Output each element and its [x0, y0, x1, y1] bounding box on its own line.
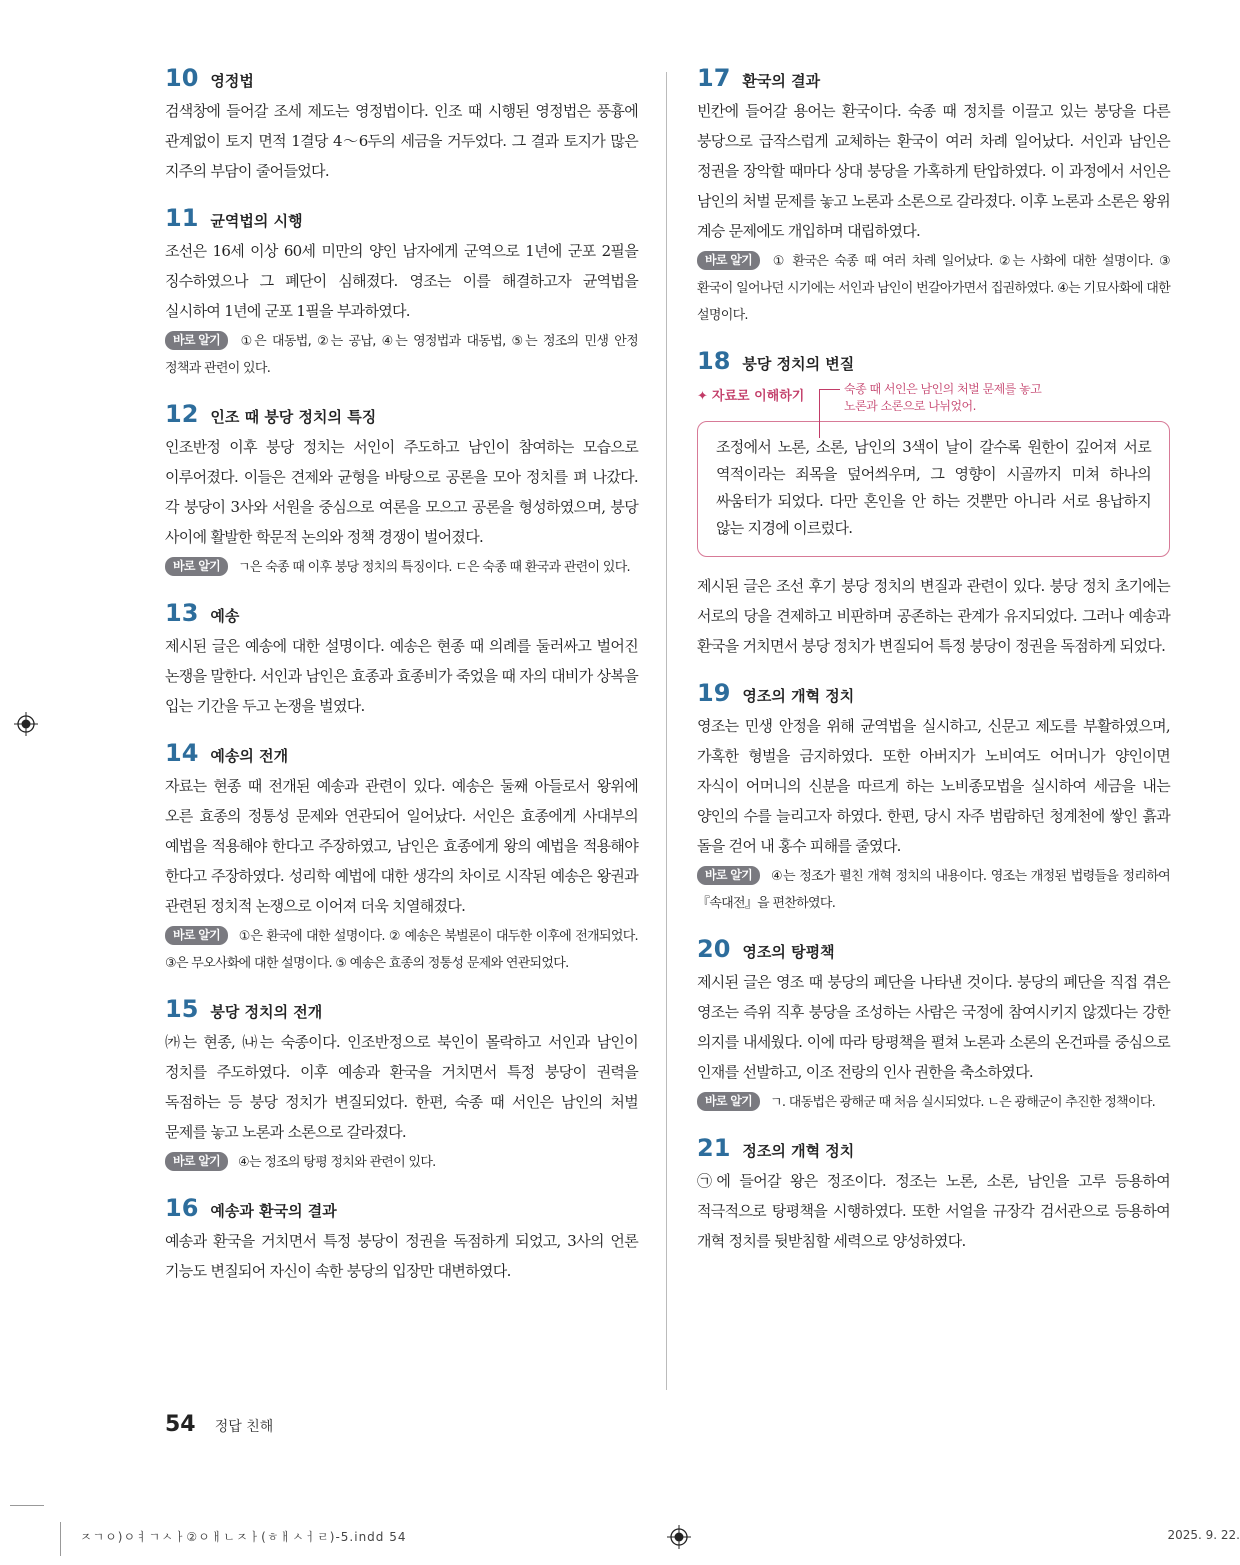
data-reading-label-text: 자료로 이해하기 — [711, 389, 805, 404]
section-number: 10 — [165, 64, 199, 92]
section-header — [165, 995, 638, 1027]
section-17 — [697, 64, 1170, 329]
annotation-leader-line — [819, 389, 840, 438]
page-number: 54 — [165, 1412, 196, 1437]
section-number: 17 — [697, 64, 731, 92]
section-body: ㈎는 현종, ㈏는 숙종이다. 인조반정으로 북인이 몰락하고 서인과 남인이 정치를 주도하였다. 이후 예송과 환국을 거치면서 특정 붕당이 권력을 독점하는 등 붕당 정치가 변질되었다. 한편, 숙종 때 서인은 남인의 처벌 문제를 놓고 노론과 소론으로 갈라졌다. — [165, 1033, 638, 1141]
section-title: 인조 때 붕당 정치의 특징 — [210, 408, 377, 426]
section-14 — [165, 739, 638, 977]
section-header — [165, 64, 638, 96]
page-label: 정답 친해 — [214, 1419, 274, 1435]
section-21 — [697, 1134, 1170, 1256]
correct-note-text: ㄱ은 숙종 때 이후 붕당 정치의 특징이다. ㄷ은 숙종 때 환국과 관련이 있다. — [238, 560, 630, 575]
crop-mark — [10, 1505, 44, 1506]
section-18 — [697, 347, 1170, 661]
section-number: 20 — [697, 935, 731, 963]
section-number: 18 — [697, 347, 731, 375]
correct-note-text: ①은 대동법, ②는 공납, ④는 영정법과 대동법, ⑤는 정조의 민생 안정 정책과 관련이 있다. — [165, 334, 639, 376]
section-body: 검색창에 들어갈 조세 제도는 영정법이다. 인조 때 시행된 영정법은 풍흉에 관계없이 토지 면적 1결당 4～6두의 세금을 거두었다. 그 결과 토지가 많은 지주의 부담이 줄어들었다. — [165, 102, 638, 180]
section-header — [697, 1134, 1170, 1166]
column-divider — [666, 72, 667, 1390]
left-column — [165, 64, 638, 1304]
correct-note-text: ④는 정조가 펼친 개혁 정치의 내용이다. 영조는 개정된 법령들을 정리하여 『속대전』을 편찬하였다. — [697, 869, 1170, 911]
section-title: 예송의 전개 — [210, 747, 289, 765]
correct-note — [697, 248, 1170, 329]
section-number: 11 — [165, 204, 199, 232]
section-header — [165, 400, 638, 432]
right-column — [697, 64, 1170, 1274]
section-16 — [165, 1194, 638, 1286]
section-title: 환국의 결과 — [742, 72, 821, 90]
section-11 — [165, 204, 638, 382]
section-19 — [697, 679, 1170, 917]
slug-filename: ㅈㄱㅇ)ㅇㅕㄱㅅㅏ②ㅇㅐㄴㅈㅏ(ㅎㅐㅅㅓㄹ)-5.indd 54 — [80, 1530, 407, 1544]
section-header — [697, 679, 1170, 711]
section-number: 19 — [697, 679, 731, 707]
correct-note — [165, 554, 638, 581]
section-body: 예송과 환국을 거치면서 특정 붕당이 정권을 독점하게 되었고, 3사의 언론 기능도 변질되어 자신이 속한 붕당의 입장만 대변하였다. — [165, 1232, 638, 1280]
correct-badge: 바로 알기 — [697, 1092, 760, 1111]
section-body: ㉠에 들어갈 왕은 정조이다. 정조는 노론, 소론, 남인을 고루 등용하여 적극적으로 탕평책을 시행하였다. 또한 서얼을 규장각 검서관으로 등용하여 개혁 정치를 뒷받침할 세력으로 양성하였다. — [697, 1172, 1170, 1250]
section-body: 자료는 현종 때 전개된 예송과 관련이 있다. 예송은 둘째 아들로서 왕위에 오른 효종의 정통성 문제와 연관되어 일어났다. 서인은 효종에게 사대부의 예법을 적용해야 한다고 주장하였고, 남인은 효종에게 왕의 예법을 적용해야 한다고 주장하였다. 성리학 예법에 대한 생각의 차이로 시작된 예송은 왕권과 관련된 정치적 논쟁으로 이어져 더욱 치열해졌다. — [165, 777, 638, 915]
correct-note-text: ㄱ. 대동법은 광해군 때 처음 실시되었다. ㄴ은 광해군이 추진한 정책이다. — [770, 1095, 1156, 1110]
section-15 — [165, 995, 638, 1176]
section-12 — [165, 400, 638, 581]
correct-note — [697, 863, 1170, 917]
data-reading-label — [697, 385, 804, 404]
section-header — [165, 204, 638, 236]
section-title: 영정법 — [210, 72, 254, 90]
section-header — [165, 599, 638, 631]
source-quote-box: 조정에서 노론, 소론, 남인의 3색이 날이 갈수록 원한이 깊어져 서로 역적이라는 죄목을 덮어씌우며, 그 영향이 시골까지 미쳐 하나의 싸움터가 되었다. 다만 혼인을 안 하는 것뿐만 아니라 서로 용납하지 않는 지경에 이르렀다. — [697, 421, 1170, 557]
section-body: 조선은 16세 이상 60세 미만의 양인 남자에게 군역으로 1년에 군포 2필을 징수하였으나 그 폐단이 심해졌다. 영조는 이를 해결하고자 균역법을 실시하여 1년에 군포 1필을 부과하였다. — [165, 242, 638, 320]
annotation-callout — [844, 381, 1041, 415]
section-header — [697, 347, 1170, 379]
sparkle-icon: ✦ — [697, 389, 708, 404]
section-10 — [165, 64, 638, 186]
correct-note — [165, 923, 638, 977]
section-body: 제시된 글은 예송에 대한 설명이다. 예송은 현종 때 의례를 둘러싸고 벌어진 논쟁을 말한다. 서인과 남인은 효종과 효종비가 죽었을 때 자의 대비가 상복을 입는 기간을 두고 논쟁을 벌였다. — [165, 637, 638, 715]
section-13 — [165, 599, 638, 721]
section-title: 영조의 탕평책 — [742, 943, 835, 961]
data-reading-row — [697, 381, 1170, 421]
section-header — [697, 935, 1170, 967]
correct-badge: 바로 알기 — [165, 1152, 228, 1171]
section-header — [165, 1194, 638, 1226]
annotation-line-1: 숙종 때 서인은 남인의 처벌 문제를 놓고 — [844, 382, 1042, 396]
correct-badge: 바로 알기 — [697, 251, 760, 270]
section-title: 균역법의 시행 — [210, 212, 303, 230]
section-number: 15 — [165, 995, 199, 1023]
section-header — [697, 64, 1170, 96]
section-number: 16 — [165, 1194, 199, 1222]
section-header — [165, 739, 638, 771]
section-body: 제시된 글은 조선 후기 붕당 정치의 변질과 관련이 있다. 붕당 정치 초기에는 서로의 당을 견제하고 비판하며 공존하는 관계가 유지되었다. 그러나 예송과 환국을 거치면서 붕당 정치가 변질되어 특정 붕당이 정권을 독점하게 되었다. — [697, 577, 1170, 655]
correct-note-text: ①은 환국에 대한 설명이다. ② 예송은 북벌론이 대두한 이후에 전개되었다. ③은 무오사화에 대한 설명이다. ⑤ 예송은 효종의 정통성 문제와 연관되었다. — [165, 929, 638, 971]
section-title: 예송 — [210, 607, 240, 625]
section-body: 영조는 민생 안정을 위해 균역법을 실시하고, 신문고 제도를 부활하였으며, 가혹한 형벌을 금지하였다. 또한 아버지가 노비여도 어머니가 양인이면 자식이 어머니의 신분을 따르게 하는 노비종모법을 실시하여 세금을 내는 양인의 수를 늘리고자 하였다. 한편, 당시 자주 범람하던 청계천에 쌓인 흙과 돌을 걷어 내 홍수 피해를 줄였다. — [697, 717, 1170, 855]
correct-badge: 바로 알기 — [165, 331, 228, 350]
section-title: 붕당 정치의 변질 — [742, 355, 855, 373]
slug-date: 2025. 9. 22. — [1167, 1528, 1240, 1542]
correct-note — [165, 1149, 638, 1176]
correct-badge: 바로 알기 — [165, 557, 228, 576]
correct-note — [697, 1089, 1170, 1116]
section-body: 빈칸에 들어갈 용어는 환국이다. 숙종 때 정치를 이끌고 있는 붕당을 다른 붕당으로 급작스럽게 교체하는 환국이 여러 차례 일어났다. 서인과 남인은 정권을 장악할 때마다 상대 붕당을 가혹하게 탄압하였다. 이 과정에서 서인은 남인의 처벌 문제를 놓고 노론과 소론으로 갈라졌다. 이후 노론과 소론은 왕위 계승 문제에도 개입하며 대립하였다. — [697, 102, 1170, 240]
crop-mark — [60, 1522, 61, 1556]
section-number: 13 — [165, 599, 199, 627]
section-number: 12 — [165, 400, 199, 428]
section-number: 14 — [165, 739, 199, 767]
correct-badge: 바로 알기 — [165, 926, 228, 945]
section-20 — [697, 935, 1170, 1116]
section-number: 21 — [697, 1134, 731, 1162]
correct-note-text: ④는 정조의 탕평 정치와 관련이 있다. — [238, 1155, 436, 1170]
registration-mark-icon — [14, 712, 38, 736]
correct-note-text: ① 환국은 숙종 때 여러 차례 일어났다. ②는 사화에 대한 설명이다. ③ 환국이 일어나던 시기에는 서인과 남인이 번갈아가면서 집권하였다. ④는 기묘사화에 대한 설명이다. — [697, 254, 1170, 323]
section-body: 인조반정 이후 붕당 정치는 서인이 주도하고 남인이 참여하는 모습으로 이루어졌다. 이들은 견제와 균형을 바탕으로 공론을 모아 정치를 펴 나갔다. 각 붕당이 3사와 서원을 중심으로 여론을 모으고 공론을 형성하였으며, 붕당 사이에 활발한 학문적 논의와 정책 경쟁이 벌어졌다. — [165, 438, 638, 546]
section-title: 예송과 환국의 결과 — [210, 1202, 337, 1220]
section-title: 영조의 개혁 정치 — [742, 687, 855, 705]
correct-note — [165, 328, 638, 382]
page-footer — [165, 1412, 273, 1437]
section-title: 정조의 개혁 정치 — [742, 1142, 855, 1160]
section-title: 붕당 정치의 전개 — [210, 1003, 323, 1021]
section-body: 제시된 글은 영조 때 붕당의 폐단을 나타낸 것이다. 붕당의 폐단을 직접 겪은 영조는 즉위 직후 붕당을 조성하는 사람은 국정에 참여시키지 않겠다는 강한 의지를 내세웠다. 이에 따라 탕평책을 펼쳐 노론과 소론의 온건파를 중심으로 인재를 선발하고, 이조 전랑의 인사 권한을 축소하였다. — [697, 973, 1170, 1081]
registration-mark-icon — [667, 1525, 691, 1549]
annotation-line-2: 노론과 소론으로 나뉘었어. — [844, 399, 976, 413]
correct-badge: 바로 알기 — [697, 866, 760, 885]
